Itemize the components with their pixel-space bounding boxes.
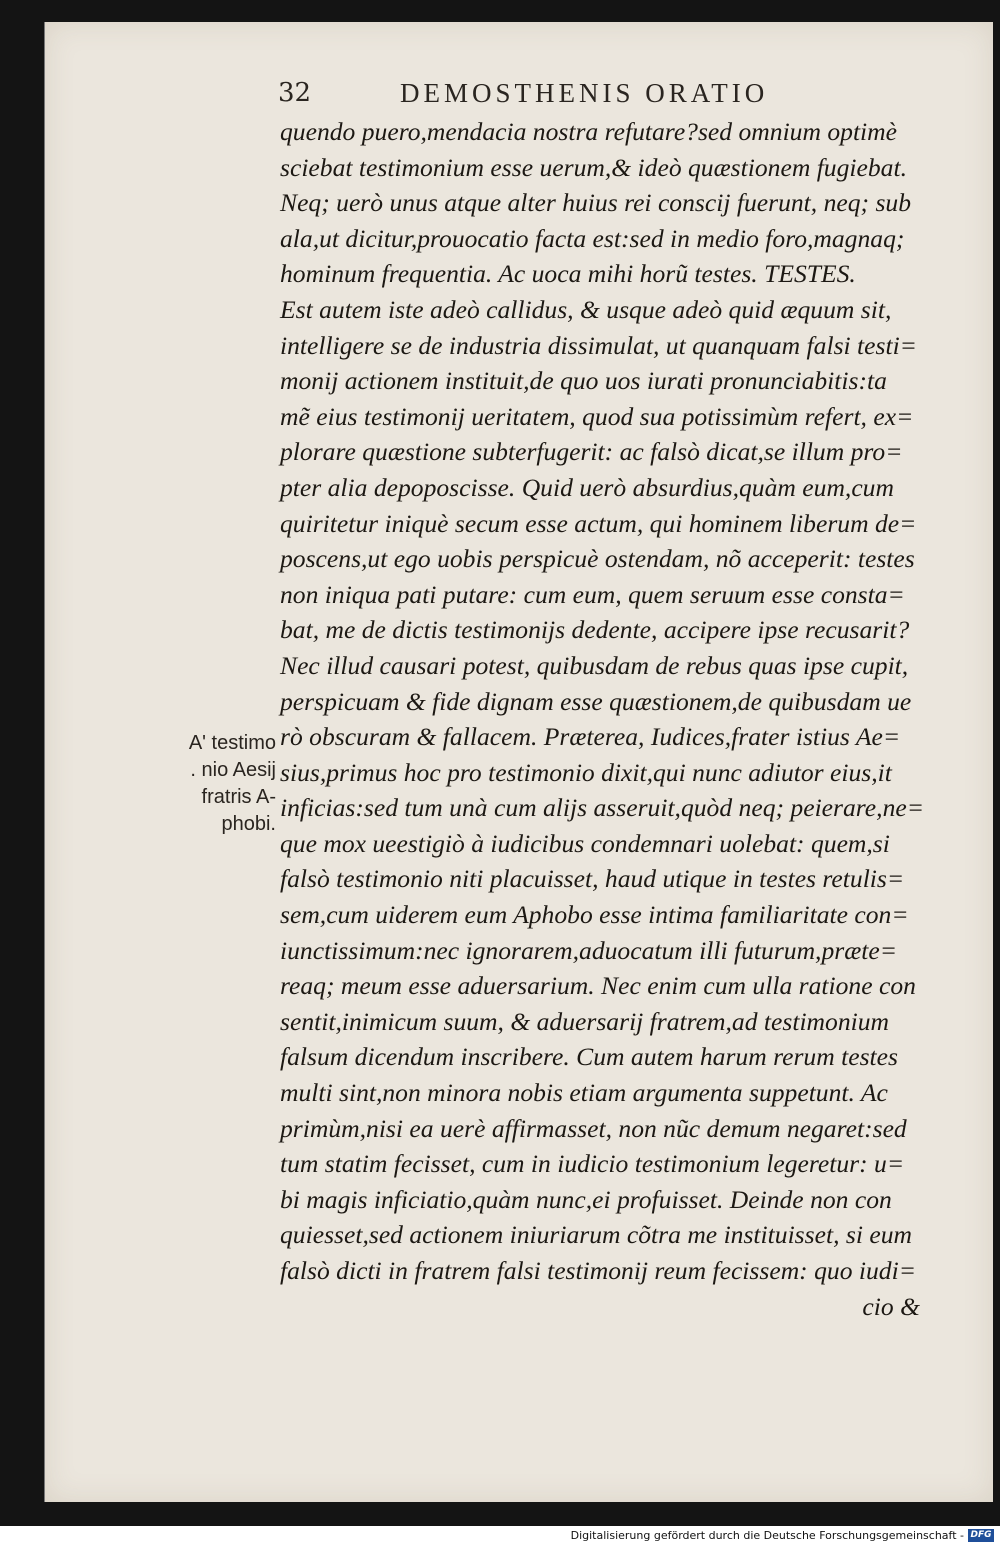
text-line: non iniqua pati putare: cum eum, quem seruum esse consta= <box>280 579 905 609</box>
text-line: Est autem iste adeò callidus, & usque adeò quid æquum sit, <box>280 294 892 324</box>
text-line: bi magis inficiatio,quàm nunc,ei profuisset. Deinde non con <box>280 1184 892 1214</box>
text-line: perspicuam & fide dignam esse quæstionem,de quibusdam ue <box>280 686 912 716</box>
marginal-line: phobi. <box>221 813 276 835</box>
dfg-logo-icon: DFG <box>968 1529 994 1542</box>
text-line: plorare quæstione subterfugerit: ac falsò dicat,se illum pro= <box>280 437 903 467</box>
text-line: falsò testimonio niti placuisset, haud utique in testes retulis= <box>280 864 905 894</box>
text-line: iunctissimum:nec ignorarem,aduocatum illi futurum,præte= <box>280 935 898 965</box>
text-line: multi sint,non minora nobis etiam argumenta suppetunt. Ac <box>280 1078 888 1108</box>
text-line: sius,primus hoc pro testimonio dixit,qui nunc adiutor eius,it <box>280 757 892 787</box>
catchword-line: cio & <box>862 1291 920 1321</box>
text-line: bat, me de dictis testimonijs dedente, accipere ipse recusarit? <box>280 615 910 645</box>
text-line: quendo puero,mendacia nostra refutare?sed omnium optimè <box>280 117 898 146</box>
digitization-footer <box>0 1526 1000 1546</box>
text-line: quiritetur iniquè secum esse actum, qui hominem liberum de= <box>280 508 917 538</box>
running-head: DEMOSTHENIS ORATIO <box>400 78 769 108</box>
text-line: sem,cum uiderem eum Aphobo esse intima familiaritate con= <box>280 900 909 930</box>
text-line: poscens,ut ego uobis perspicuè ostendam, nõ acceperit: testes <box>280 544 915 574</box>
text-line: intelligere se de industria dissimulat, ut quanquam falsi testi= <box>280 330 917 360</box>
text-line: monij actionem instituit,de quo uos iurati pronunciabitis:ta <box>280 366 887 396</box>
text-line: que mox ueestigiò à iudicibus condemnari uolebat: quem,si <box>280 828 890 858</box>
funding-credit: Digitalisierung gefördert durch die Deutsche Forschungsgemeinschaft - <box>570 1529 964 1542</box>
text-line: sciebat testimonium esse uerum,& ideò quæstionem fugiebat. <box>280 152 907 182</box>
marginal-line: fratris A- <box>201 786 276 808</box>
marginal-note <box>148 730 276 838</box>
text-line: quiesset,sed actionem iniuriarum cõtra me instituisset, si eum <box>280 1220 912 1250</box>
marginal-line: . nio Aesij <box>190 759 276 781</box>
text-line: rò obscuram & fallacem. Præterea, Iudices,frater istius Ae= <box>280 722 901 752</box>
text-line: falsum dicendum inscribere. Cum autem harum rerum testes <box>280 1042 898 1072</box>
text-line: inficias:sed tum unà cum alijs asseruit,quòd neq; peierare,ne= <box>280 793 924 823</box>
text-line: Neq; uerò unus atque alter huius rei conscij fuerunt, neq; sub <box>280 188 911 218</box>
text-line: primùm,nisi ea uerè affirmasset, non nũc demum negaret:sed <box>280 1113 907 1143</box>
text-line: pter alia depoposcisse. Quid uerò absurdius,quàm eum,cum <box>280 472 894 502</box>
text-line: reaq; meum esse aduersarium. Nec enim cum ulla ratione con <box>280 971 916 1001</box>
marginal-line: A' testimo <box>188 732 276 754</box>
text-line: Nec illud causari potest, quibusdam de rebus quas ipse cupit, <box>280 650 909 680</box>
body-text <box>280 114 940 1324</box>
text-line: tum statim fecisset, cum in iudicio testimonium legeretur: u= <box>280 1149 905 1179</box>
text-line: ala,ut dicitur,prouocatio facta est:sed in medio foro,magnaq; <box>280 223 905 253</box>
text-line: sentit,inimicum suum, & aduersarij fratrem,ad testimonium <box>280 1006 890 1036</box>
text-line: mẽ eius testimonij ueritatem, quod sua potissimùm refert, ex= <box>280 401 914 431</box>
text-line: hominum frequentia. Ac uoca mihi horũ testes. TESTES. <box>280 259 856 289</box>
text-line: falsò dicti in fratrem falsi testimonij reum fecissem: quo iudi= <box>280 1256 916 1285</box>
page-number: 32 <box>278 78 312 108</box>
